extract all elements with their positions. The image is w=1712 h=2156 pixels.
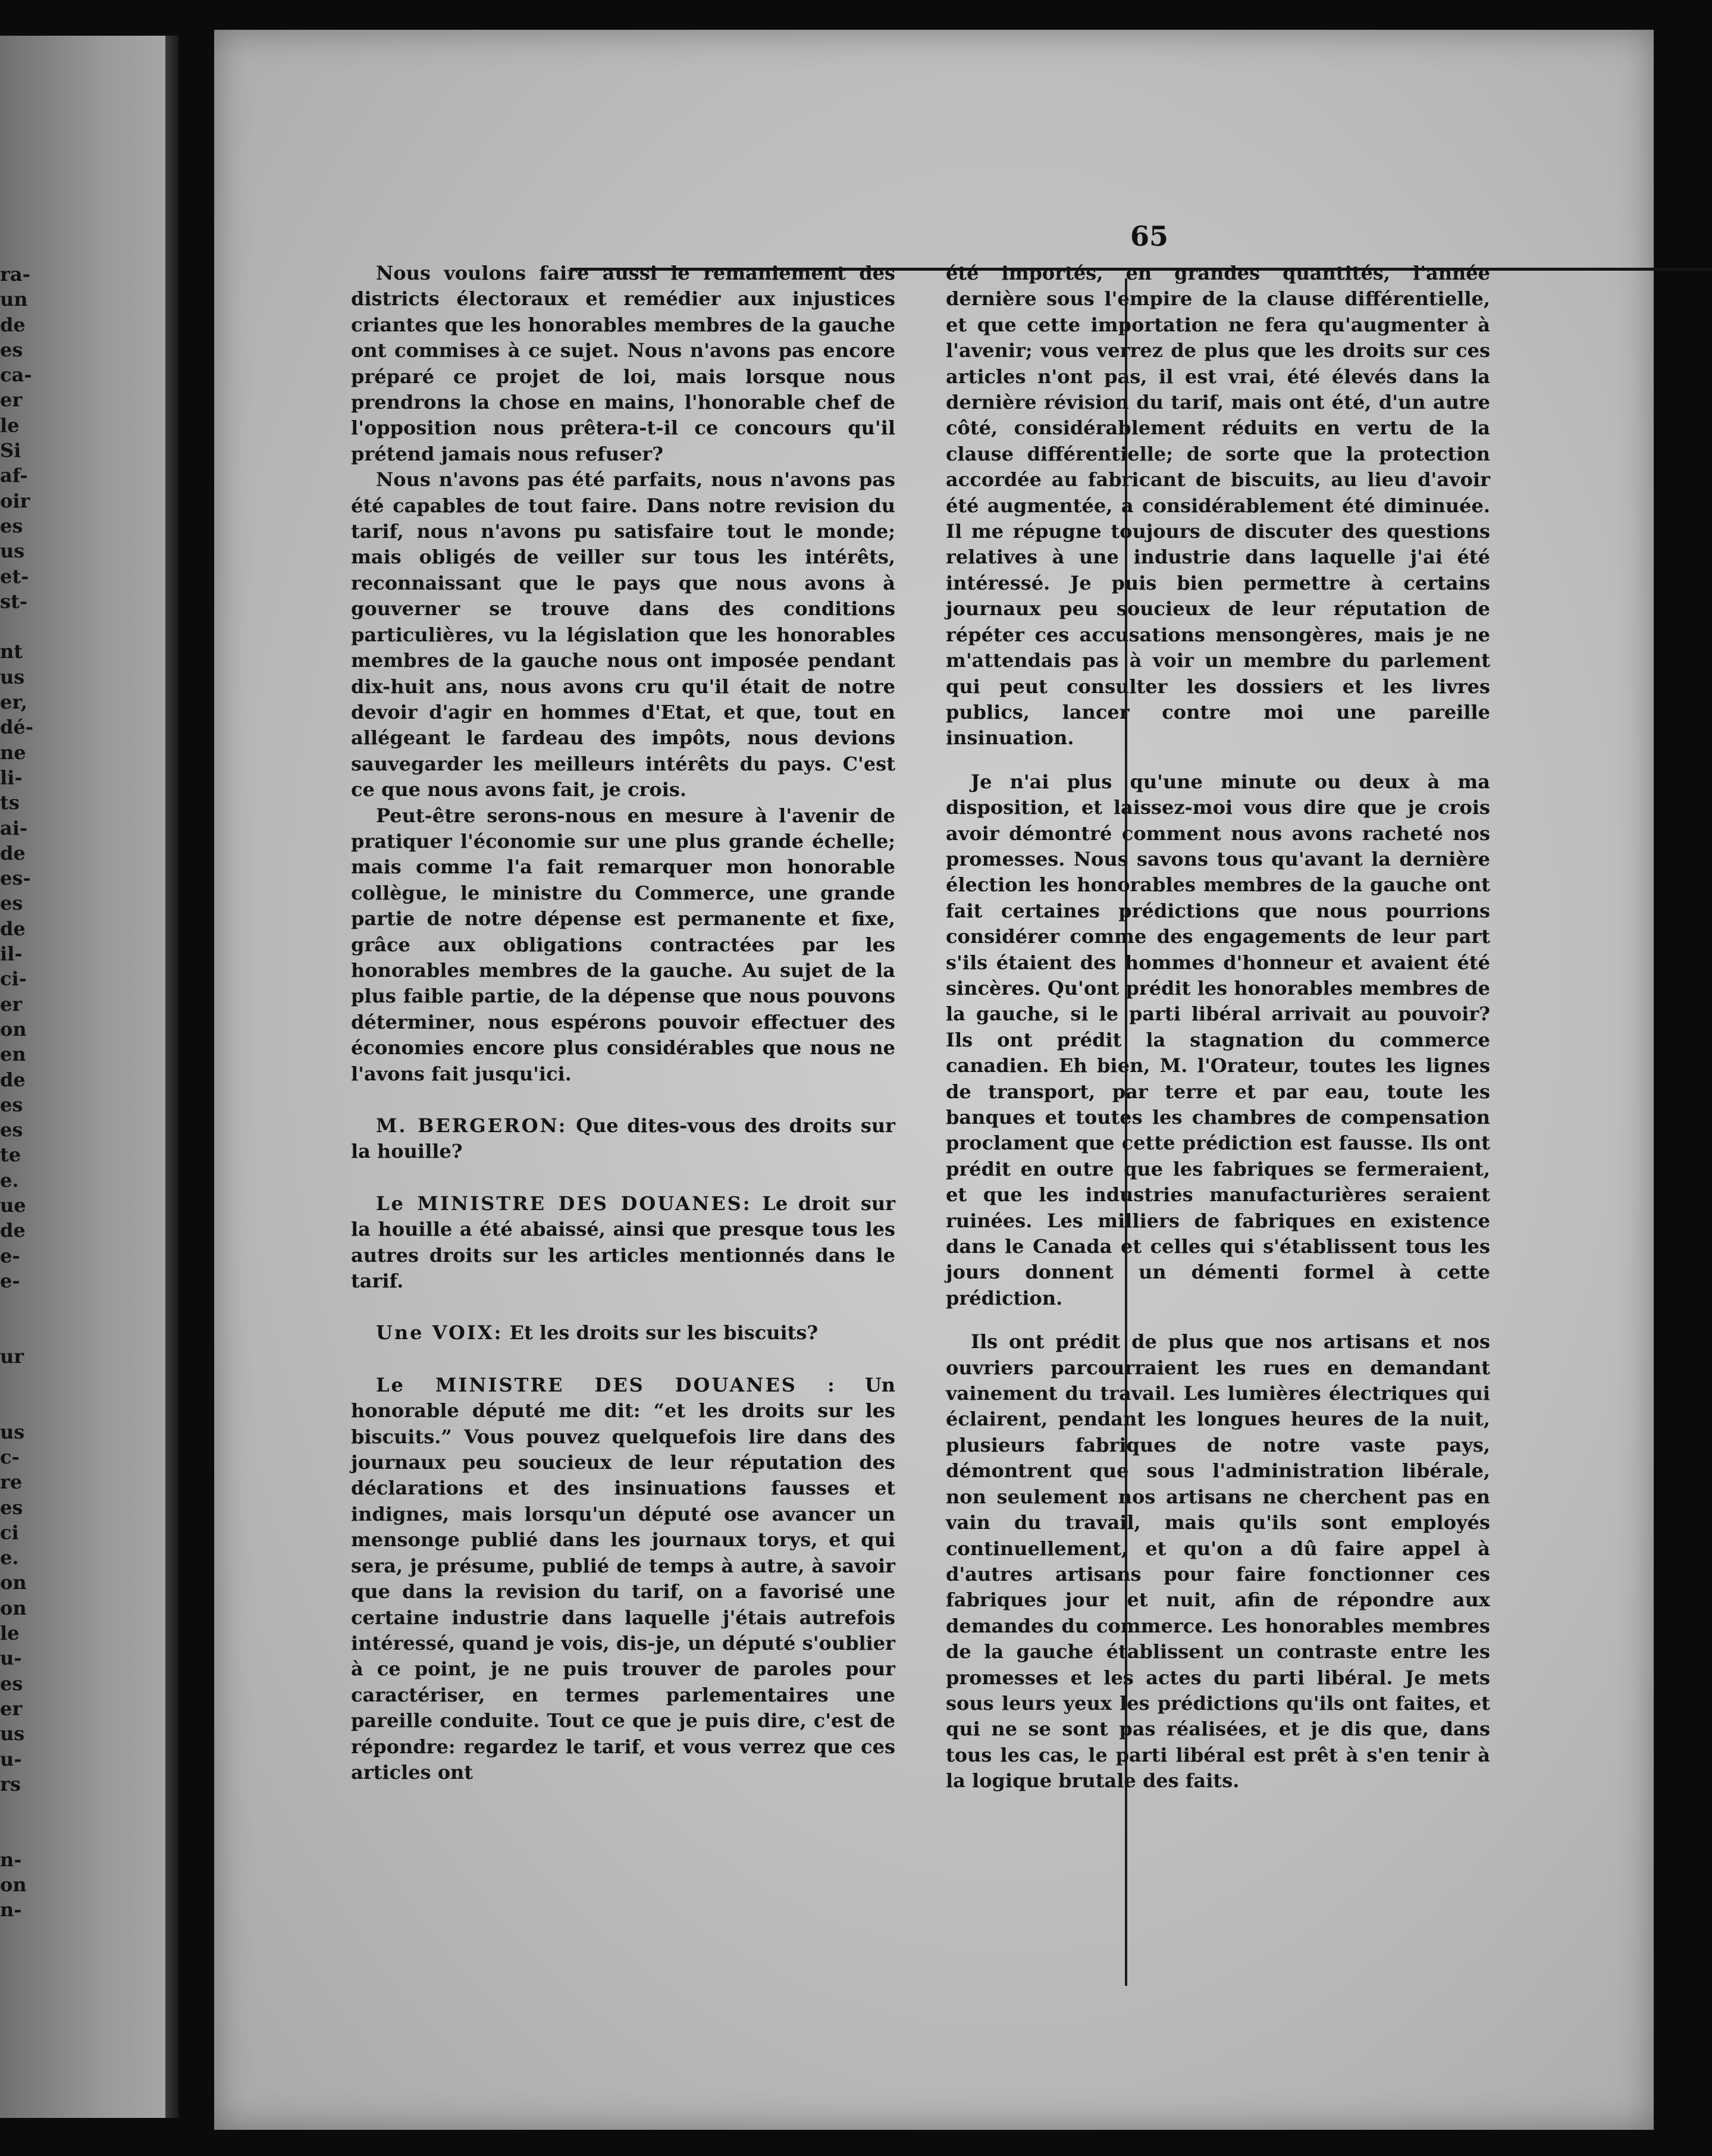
speaker-name: Le MINISTRE DES DOUANES : — [376, 1373, 836, 1396]
speech-minister-1 — [351, 1191, 895, 1295]
speech-bergeron — [351, 1113, 895, 1165]
speech-text: Que dites-vous des droits sur la houille? — [351, 1114, 896, 1163]
speaker-name: Le MINISTRE DES DOUANES: — [376, 1192, 752, 1215]
page-number: 65 — [1130, 220, 1169, 252]
paragraph: été importés, en grandes quantités, l'année dernière sous l'empire de la clause différentielle, et que cette importation ne fera qu'augmenter à l'avenir; vous verrez de plus que les droits sur ces articles n'ont pas, il est vrai, été élevés dans la dernière révision du tarif, mais ont été, d'un autre côté, considérablement réduits en vertu de la clause différentielle; de sorte que la protection accordée au fabricant de biscuits, au lieu d'avoir été augmentée, a considérablement été diminuée. Il me répugne toujours de discuter des questions relatives à une industrie dans laquelle j'ai été intéressé. Je puis bien permettre à certains journaux peu soucieux de leur réputation de répéter ces accusations mensongères, mais je ne m'attendais pas à voir un membre du parlement qui peut consulter les dossiers et les livres publics, lancer contre moi une pareille insinuation. — [946, 262, 1490, 750]
speech-text: Un honorable député me dit: “et les droits sur les biscuits.” Vous pouvez quelquefois lire dans des journaux peu soucieux de leur réputation des déclarations et des insinuations fausses et indignes, mais lorsqu'un député ose avancer un mensonge publié dans les journaux torys, et qui sera, je présume, publié de temps à autre, à savoir que dans la revision du tarif, on a favorisé une certaine industrie dans laquelle j'étais autrefois intéressé, quand je vois, dis-je, un député s'oublier à ce point, je ne puis trouver de paroles pour caractériser, en termes parlementaires une pareille conduite. Tout ce que je puis dire, c'est de répondre: regardez le tarif, et vous verrez que ces articles ont — [351, 1373, 896, 1784]
speaker-name: M. BERGERON: — [376, 1114, 567, 1137]
book-gutter — [165, 36, 178, 2118]
speech-voice — [351, 1320, 895, 1346]
previous-page-edge — [0, 36, 178, 2118]
speech-text: Le droit sur la houille a été abaissé, ainsi que presque tous les autres droits sur les articles mentionnés dans le tarif. — [351, 1192, 896, 1293]
left-column — [351, 261, 895, 1785]
paragraph: Je n'ai plus qu'une minute ou deux à ma disposition, et laissez-moi vous dire que je crois avoir démontré comment nous avons racheté nos promesses. Nous savons tous qu'avant la dernière élection les honorables membres de la gauche ont fait certaines prédictions que nous pourrions considérer comme des engagements de leur part s'ils étaient des hommes d'honneur et avaient été sincères. Qu'ont prédit les honorables membres de la gauche, si le parti libéral arrivait au pouvoir? Ils ont prédit la stagnation du commerce canadien. Eh bien, M. l'Orateur, toutes les lignes de transport, par terre et par eau, toute les banques et toutes les chambres de compensation proclament que cette prédiction est fausse. Ils ont prédit en outre que les fabriques se fermeraient, et que les industries manufacturières seraient ruinées. Les milliers de fabriques en existence dans le Canada et celles qui s'établissent tous les jours donnent un démenti formel à cette prédiction. — [946, 770, 1490, 1309]
speaker-name: Une VOIX: — [376, 1321, 503, 1345]
paragraph: Ils ont prédit de plus que nos artisans et nos ouvriers parcourraient les rues en demandant vainement du travail. Les lumières électriques qui éclairent, pendant les longues heures de la nuit, plusieurs fabriques de notre vaste pays, démontrent que sous l'administration libérale, non seulement nos artisans ne cherchent pas en vain du travail, mais qu'ils sont employés continuellement, et qu'on a dû faire appel à d'autres artisans pour faire fonctionner ces fabriques jour et nuit, afin de répondre aux demandes du commerce. Les honorables membres de la gauche établissent un contraste entre les promesses et les actes du parti libéral. Je mets sous leurs yeux les prédictions qu'ils ont faites, et qui ne se sont pas réalisées, et je dis que, dans tous les cas, le parti libéral est prêt à s'en tenir à la logique brutale des faits. — [946, 1330, 1490, 1793]
paragraph: Nous n'avons pas été parfaits, nous n'avons pas été capables de tout faire. Dans notre revision du tarif, nous n'avons pu satisfaire tout le monde; mais obligés de veiller sur tous les intérêts, reconnaissant que le pays que nous avons à gouverner se trouve dans des conditions particulières, vu la législation que les honorables membres de la gauche nous ont imposée pendant dix-huit ans, nous avons cru qu'il était de notre devoir d'agir en hommes d'Etat, et que, tout en allégeant le fardeau des impôts, nous devions sauvegarder les meilleurs intérêts du pays. C'est ce que nous avons fait, je crois. — [351, 468, 895, 801]
speech-text: Et les droits sur les biscuits? — [509, 1321, 819, 1345]
paragraph: Peut-être serons-nous en mesure à l'avenir de pratiquer l'économie sur une plus grande échelle; mais comme l'a fait remarquer mon honorable collègue, le ministre du Commerce, une grande partie de notre dépense est permanente et fixe, grâce aux obligations contractées par les honorables membres de la gauche. Au sujet de la plus faible partie, de la dépense que nous pouvons déterminer, nous espérons pouvoir effectuer des économies encore plus considérables que nous ne l'avons fait jusqu'ici. — [351, 804, 895, 1085]
previous-page-margin-text: ra- un de es ca- er le Si af- oir es us et- st- nt us er, dé- ne li- ts ai- de es- es de il- ci- er on en de es es te e. ue de e- e- ur us c- re es ci e. on on le u- es er us u- rs n- on n- — [0, 263, 34, 1922]
right-column — [946, 261, 1490, 1794]
speech-minister-2 — [351, 1372, 895, 1786]
paragraph: Nous voulons faire aussi le remaniement des districts électoraux et remédier aux injustices criantes que les honorables membres de la gauche ont commises à ce sujet. Nous n'avons pas encore préparé ce projet de loi, mais lorsque nous prendrons la chose en mains, l'honorable chef de l'opposition nous prêtera-t-il ce concours qu'il prétend jamais nous refuser? — [351, 262, 895, 465]
